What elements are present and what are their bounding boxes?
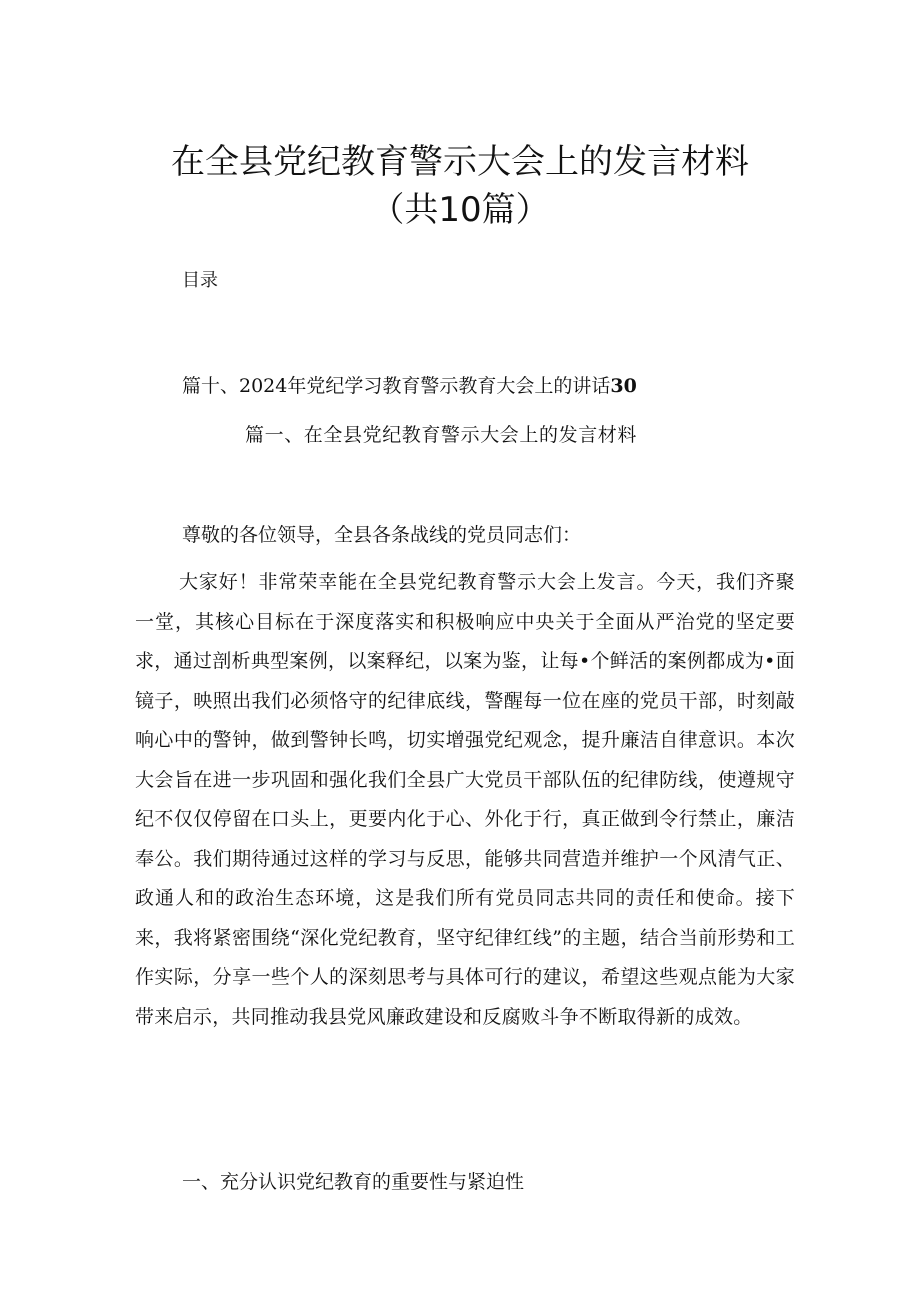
toc-item-page-number: 30 — [610, 375, 637, 397]
toc-heading: 目录 — [182, 270, 218, 291]
document-title: 在全县党纪教育警示大会上的发言材料（共10篇） — [171, 142, 749, 230]
body-paragraph: 大家好！非常荣幸能在全县党纪教育警示大会上发言。今天，我们齐聚一堂，其核心目标在于深度落实和积极响应中央关于全面从严治党的坚定要求，通过剖析典型案例，以案释纪，以案为鉴，让每•个鲜活的案例都成为•面镜子，映照出我们必须恪守的纪律底线，警醒每一位在座的党员干部，时刻敲响心中的警钟，做到警钟长鸣，切实增强党纪观念，提升廉洁自律意识。本次大会旨在进一步巩固和强化我们全县广大党员干部队伍的纪律防线，使遵规守纪不仅仅停留在口头上，更要内化于心、外化于行，真正做到令行禁止，廉洁奉公。我们期待通过这样的学习与反思，能够共同营造并维护一个风清气正、政通人和的政治生态环境，这是我们所有党员同志共同的责任和使命。接下来，我将紧密围绕“深化党纪教育，坚守纪律红线”的主题，结合当前形势和工作实际，分享一些个人的深刻思考与具体可行的建议，希望这些观点能为大家带来启示，共同推动我县党风廉政建设和反腐败斗争不断取得新的成效。 — [135, 571, 795, 1028]
toc-item — [182, 372, 637, 400]
section-subheading: 一、充分认识党纪教育的重要性与紧迫性 — [182, 1171, 525, 1193]
salutation: 尊敬的各位领导，全县各条战线的党员同志们： — [182, 524, 582, 546]
section-title: 篇一、在全县党纪教育警示大会上的发言材料 — [245, 424, 638, 446]
toc-item-label: 篇十、2024年党纪学习教育警示教育大会上的讲话 — [182, 375, 611, 397]
